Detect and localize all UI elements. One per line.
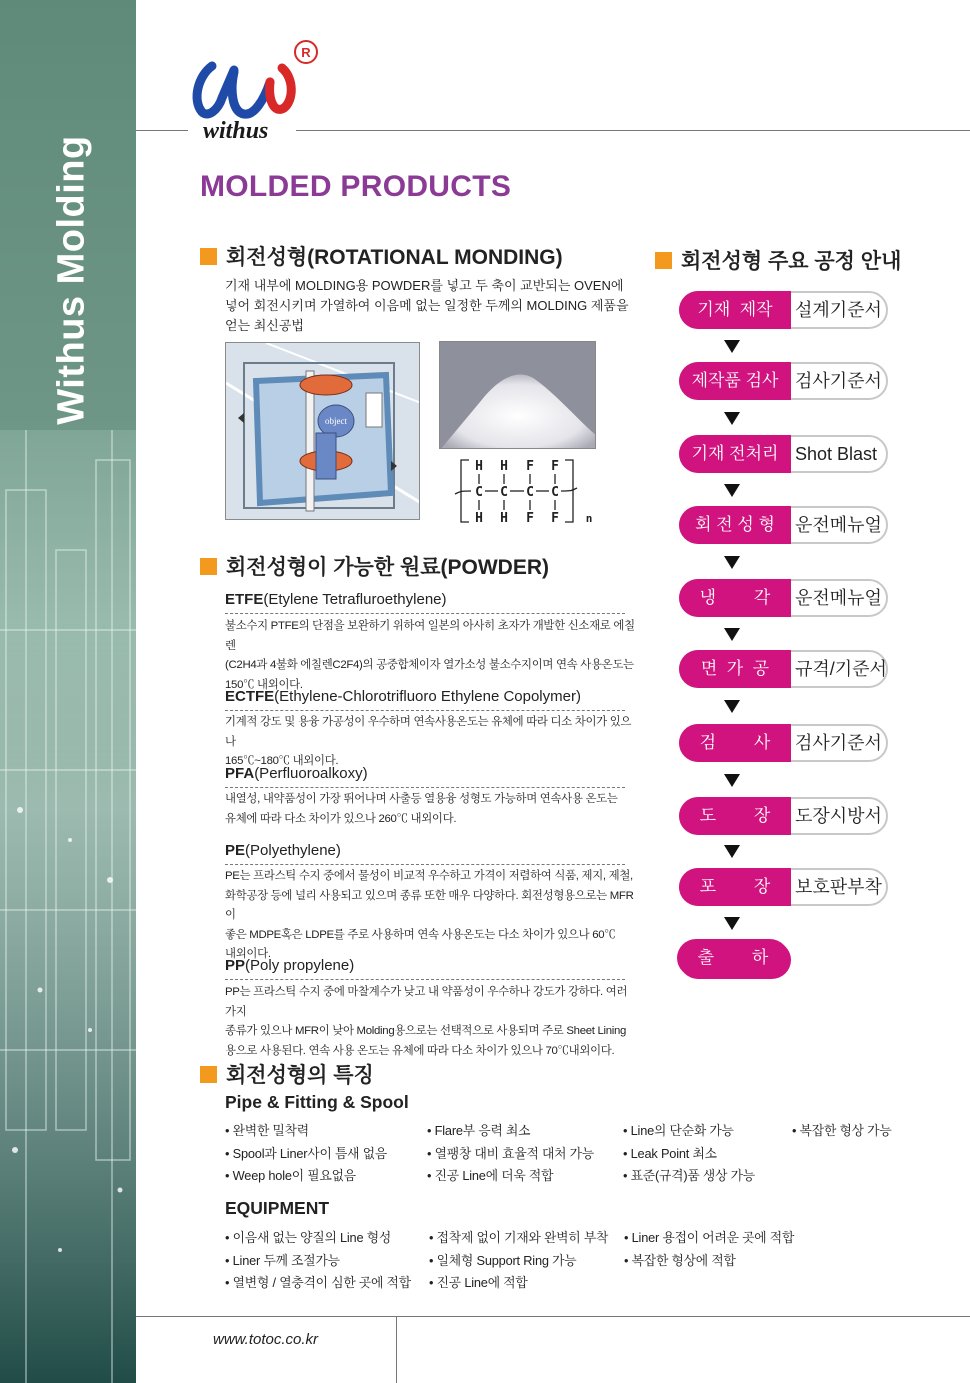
down-arrow-icon [724,412,740,425]
svg-text:C: C [551,485,559,500]
down-arrow-icon [724,700,740,713]
rotational-description: 기재 내부에 MOLDING용 POWDER를 넣고 두 축이 교반되는 OVEN에 넣어 회전시키며 가열하여 이음메 없는 일정한 두께의 MOLDING 제품을 얻는 최신공법 [225,278,629,333]
industrial-plant-illustration [0,430,136,1383]
sidebar-vertical-title: Withus Molding [50,135,93,425]
svg-text:F: F [526,459,534,474]
down-arrow-icon [724,917,740,930]
pipe-features-col3: • Line의 단순화 가능 • Leak Point 최소 • 표준(규격)품 생상 가능 [623,1120,755,1188]
svg-text:H: H [475,459,483,474]
svg-text:H: H [500,459,508,474]
svg-text:H: H [475,511,483,526]
pipe-features-col2: • Flare부 응력 최소 • 열팽창 대비 효율적 대처 가능 • 진공 Line에 더욱 적합 [427,1120,594,1188]
down-arrow-icon [724,628,740,641]
process-step-9: 포 장 보호판부착 [679,868,888,906]
section-marker-square [200,1066,217,1083]
material-pp-description: PP는 프라스틱 수지 중에 마찰계수가 낮고 내 약품성이 우수하나 강도가 강하다. 여러가지 종류가 있으나 MFR이 낮아 Molding용으로는 선택적으로 사용되며 주로 Sheet Lining 용으로 사용된다. 연속 사용 온도는 유체에 따라 다소 차이가 있으나 70℃내외이다. [225,986,628,1057]
svg-text:H: H [500,511,508,526]
process-step-6: 면 가 공 규격/기준서 [679,650,888,688]
svg-text:C: C [526,485,534,500]
footer-website-url: www.totoc.co.kr [213,1331,319,1348]
section-marker-square [200,248,217,265]
section-heading-process: 회전성형 주요 공정 안내 [655,245,901,275]
svg-text:F: F [526,511,534,526]
svg-text:C: C [475,485,483,500]
equipment-subtitle: EQUIPMENT [225,1198,330,1218]
down-arrow-icon [724,845,740,858]
svg-text:F: F [551,511,559,526]
powder-photo [439,341,596,449]
section-heading-materials: 회전성형이 가능한 원료(POWDER) [200,551,549,581]
material-pfa-description: 내열성, 내약품성이 가장 뛰어나며 사출등 열용융 성형도 가능하며 연속사용 온도는 유체에 따라 다소 차이가 있으나 260℃ 내외이다. [225,793,618,825]
section-marker-square [200,558,217,575]
section-heading-features: 회전성형의 특징 [200,1059,374,1089]
process-step-1: 기재 제작 설계기준서 [679,291,888,329]
footer-divider [136,1316,970,1317]
rotational-machine-diagram [225,342,420,520]
material-pe-title: PE(Polyethylene) [225,842,341,859]
pipe-features-col4: • 복잡한 형상 가능 [792,1120,891,1143]
decorative-sidebar [0,0,136,1383]
brand-wordmark: withus [203,118,269,144]
footer-vertical-divider [396,1316,397,1383]
process-step-2: 제작품 검사 검사기준서 [679,362,888,400]
page-title: MOLDED PRODUCTS [200,170,512,203]
down-arrow-icon [724,340,740,353]
material-pfa-title: PFA(Perfluoroalkoxy) [225,765,368,782]
process-step-4: 회 전 성 형 운전메뉴얼 [679,506,888,544]
material-pe-description: PE는 프라스틱 수지 중에서 물성이 비교적 우수하고 가격이 저렴하여 식품, 제지, 제철, 화학공장 등에 널리 사용되고 있으며 종류 또한 매우 다양하다. 회전성형용으로는 MFR이 좋은 MDPE혹은 LDPE를 주로 사용하며 연속 사용온도는 다소 차이가 있으나 60℃ 내외이다. [225,870,634,960]
material-ectfe-title: ECTFE(Ethylene-Chlorotrifluoro Ethylene Copolymer) [225,688,581,705]
section-heading-rotational: 회전성형(ROTATIONAL MONDING) [200,241,563,271]
material-ectfe-description: 기계적 강도 및 용융 가공성이 우수하며 연속사용온도는 유체에 따라 디소 차이가 있으나 165℃~180℃ 내외이다. [225,716,632,767]
process-step-5: 냉 각 운전메뉴얼 [679,579,888,617]
pipe-features-col1: • 완벽한 밀착력 • Spool과 Liner사이 틈새 없음 • Weep hole이 필요없음 [225,1120,387,1188]
material-pp-title: PP(Poly propylene) [225,957,355,974]
material-etfe-description: 불소수지 PTFE의 단점을 보완하기 위하여 일본의 아사히 초자가 개발한 신소재로 에칠렌 (C2H4과 4불화 에칠렌C2F4)의 공중합체이자 열가소성 불소수지이며 연속 사용온도는 150℃ 내외이다. [225,620,635,691]
process-step-7: 검 사 검사기준서 [679,724,888,762]
material-etfe-title: ETFE(Etylene Tetrafluroethylene) [225,591,447,608]
equipment-features-col3: • Liner 용접이 어려운 곳에 적합 • 복잡한 형상에 적합 [624,1227,794,1272]
down-arrow-icon [724,484,740,497]
equipment-features-col1: • 이음새 없는 양질의 Line 형성 • Liner 두께 조절가능 • 열변형 / 열충격이 심한 곳에 적합 [225,1227,411,1295]
svg-text:C: C [500,485,508,500]
process-step-10: 출 하 [679,941,791,979]
equipment-features-col2: • 접착제 없이 기재와 완벽히 부착 • 일체형 Support Ring 가능 • 진공 Line에 적합 [429,1227,608,1295]
down-arrow-icon [724,774,740,787]
svg-text:F: F [551,459,559,474]
process-step-3: 기재 전처리 Shot Blast [679,435,888,473]
pipe-subtitle: Pipe & Fitting & Spool [225,1092,409,1112]
down-arrow-icon [724,556,740,569]
etfe-chemical-formula [447,454,607,526]
process-step-8: 도 장 도장시방서 [679,797,888,835]
svg-text:R: R [301,45,311,60]
svg-text:n: n [585,512,593,525]
section-marker-square [655,252,672,269]
diagram-object-label: object [325,416,347,426]
